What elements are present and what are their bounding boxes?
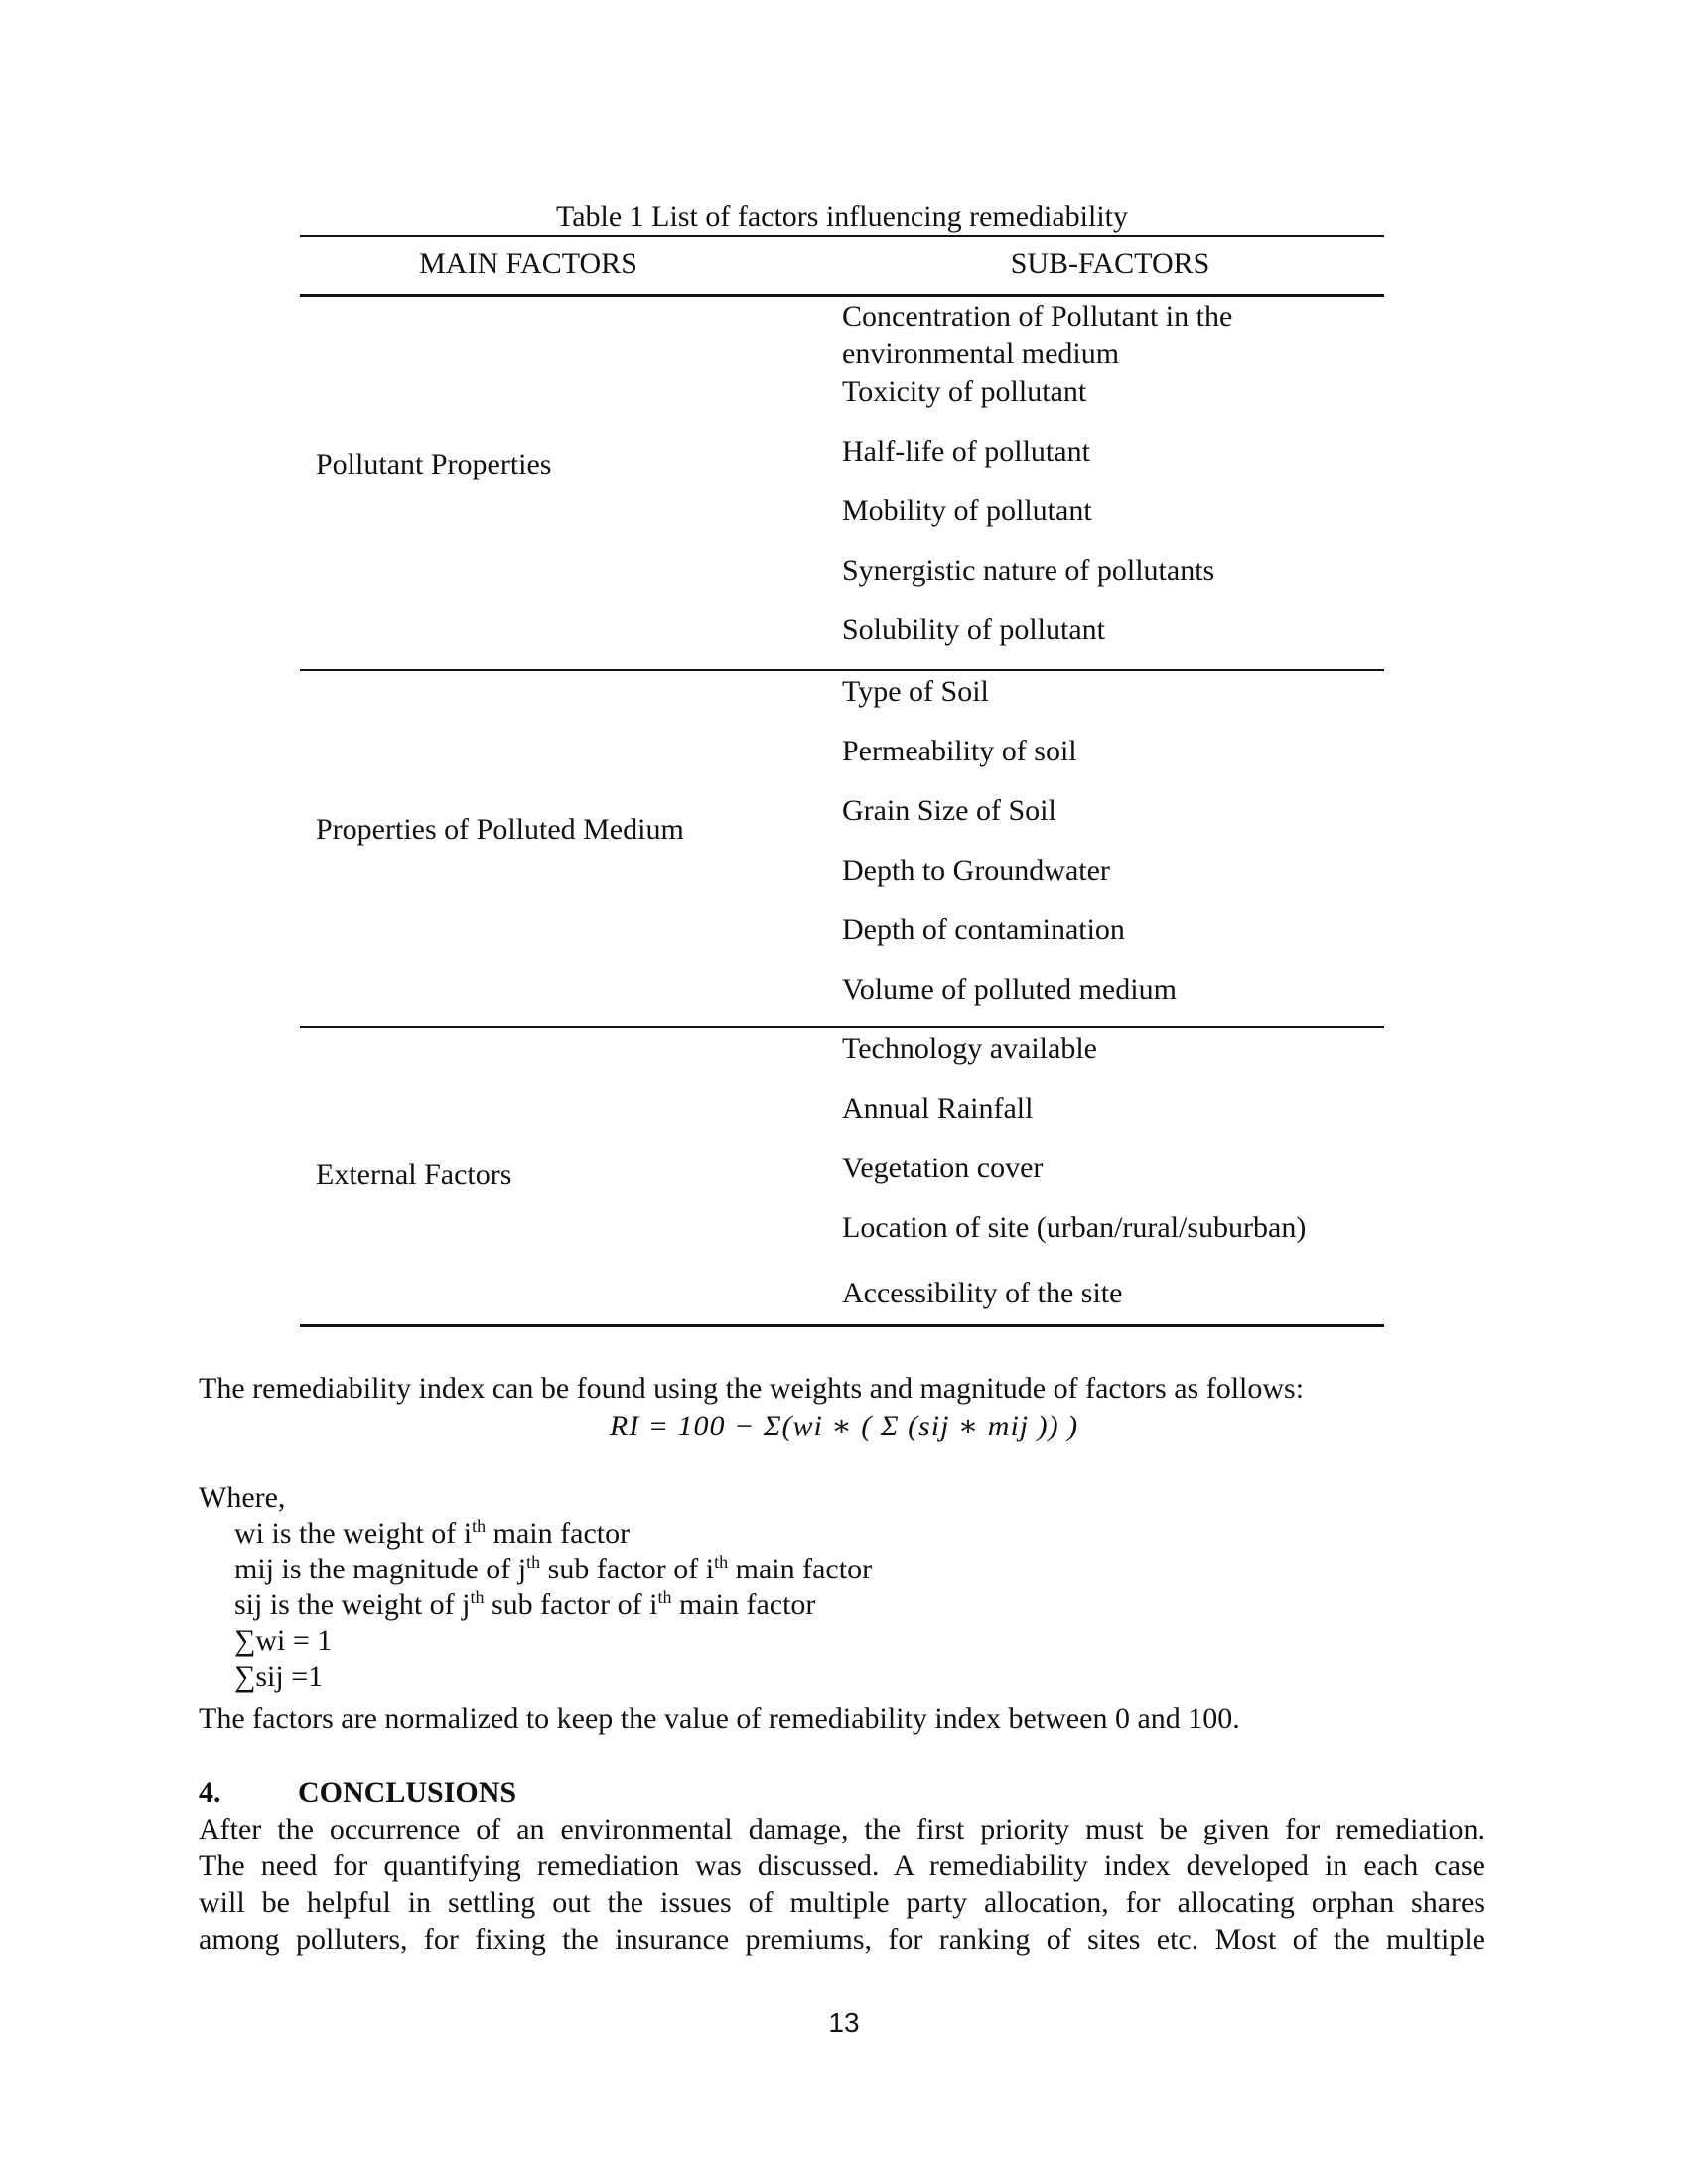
sub-factor: Location of site (urban/rural/suburban): [842, 1211, 1307, 1244]
sub-factor: Mobility of pollutant: [842, 494, 1092, 527]
sub-factor: Permeability of soil: [842, 735, 1077, 767]
sub-factor: Type of Soil: [842, 675, 989, 708]
sum-sij: ∑sij =1: [234, 1660, 324, 1693]
conclusion-line: will be helpful in settling out the issues of multiple party allocation, for allocating orphan shares: [199, 1886, 1485, 1919]
table-caption: Table 1 List of factors influencing remediability: [555, 201, 1129, 233]
sub-factor: Grain Size of Soil: [842, 794, 1056, 827]
sub-factor: Concentration of Pollutant in the: [842, 300, 1233, 333]
sub-factor: Toxicity of pollutant: [842, 375, 1087, 408]
sub-factor: environmental medium: [842, 338, 1120, 370]
section-title: CONCLUSIONS: [298, 1776, 517, 1809]
conclusion-line: After the occurrence of an environmental damage, the first priority must be given for remediation.: [199, 1813, 1485, 1845]
definitions: [234, 1516, 872, 1695]
formula: RI = 100 − Σ(wi ∗ ( Σ (sij ∗ mij )) ): [609, 1410, 1079, 1442]
intro-text: The remediability index can be found using the weights and magnitude of factors as follows:: [199, 1372, 1305, 1405]
sum-wi: ∑wi = 1: [234, 1624, 333, 1657]
definition-mij: mij is the magnitude of $j^{th}$ sub factor of $i^{th}$ main factor: [234, 1552, 873, 1585]
conclusion-line: among polluters, for fixing the insurance premiums, for ranking of sites etc. Most of the multiple: [199, 1923, 1485, 1956]
normalized-note: The factors are normalized to keep the value of remediability index between 0 and 100.: [199, 1703, 1240, 1735]
where-label: Where,: [199, 1481, 286, 1514]
sub-factor: Solubility of pollutant: [842, 614, 1106, 646]
sub-factor: Volume of polluted medium: [842, 973, 1177, 1006]
sub-factor: Synergistic nature of pollutants: [842, 554, 1215, 587]
main-factor-properties-of-polluted-medium: Properties of Polluted Medium: [316, 813, 684, 846]
definition-sij: sij is the weight of $j^{th}$ sub factor of $i^{th}$ main factor: [234, 1587, 816, 1621]
sub-factor: Depth of contamination: [842, 913, 1125, 946]
definition-wi: wi is the weight of $i^{th}$ main factor: [234, 1516, 631, 1550]
table-bottom-rule: [300, 1324, 1384, 1327]
sub-factor: Depth to Groundwater: [842, 854, 1110, 887]
section-heading: [199, 1774, 516, 1811]
header-main-factors: MAIN FACTORS: [419, 247, 637, 280]
group-rule: [300, 1026, 1384, 1028]
section-number: 4.: [199, 1776, 221, 1809]
sub-factor: Half-life of pollutant: [842, 435, 1090, 468]
sub-factor: Vegetation cover: [842, 1152, 1044, 1184]
main-factor-external-factors: External Factors: [316, 1159, 512, 1191]
conclusion-line: The need for quantifying remediation was discussed. A remediability index developed in each case: [199, 1849, 1485, 1882]
main-factor-pollutant-properties: Pollutant Properties: [316, 448, 552, 480]
sub-factor: Technology available: [842, 1032, 1097, 1065]
group-rule: [300, 669, 1384, 671]
header-rule: [300, 294, 1384, 297]
sub-factor: Accessibility of the site: [842, 1277, 1123, 1309]
conclusion-paragraph: [199, 1811, 1485, 1958]
table-top-rule: [300, 235, 1384, 237]
sub-factor: Annual Rainfall: [842, 1092, 1034, 1125]
header-sub-factors: SUB-FACTORS: [1010, 247, 1210, 280]
page-number: 13: [828, 2007, 860, 2038]
